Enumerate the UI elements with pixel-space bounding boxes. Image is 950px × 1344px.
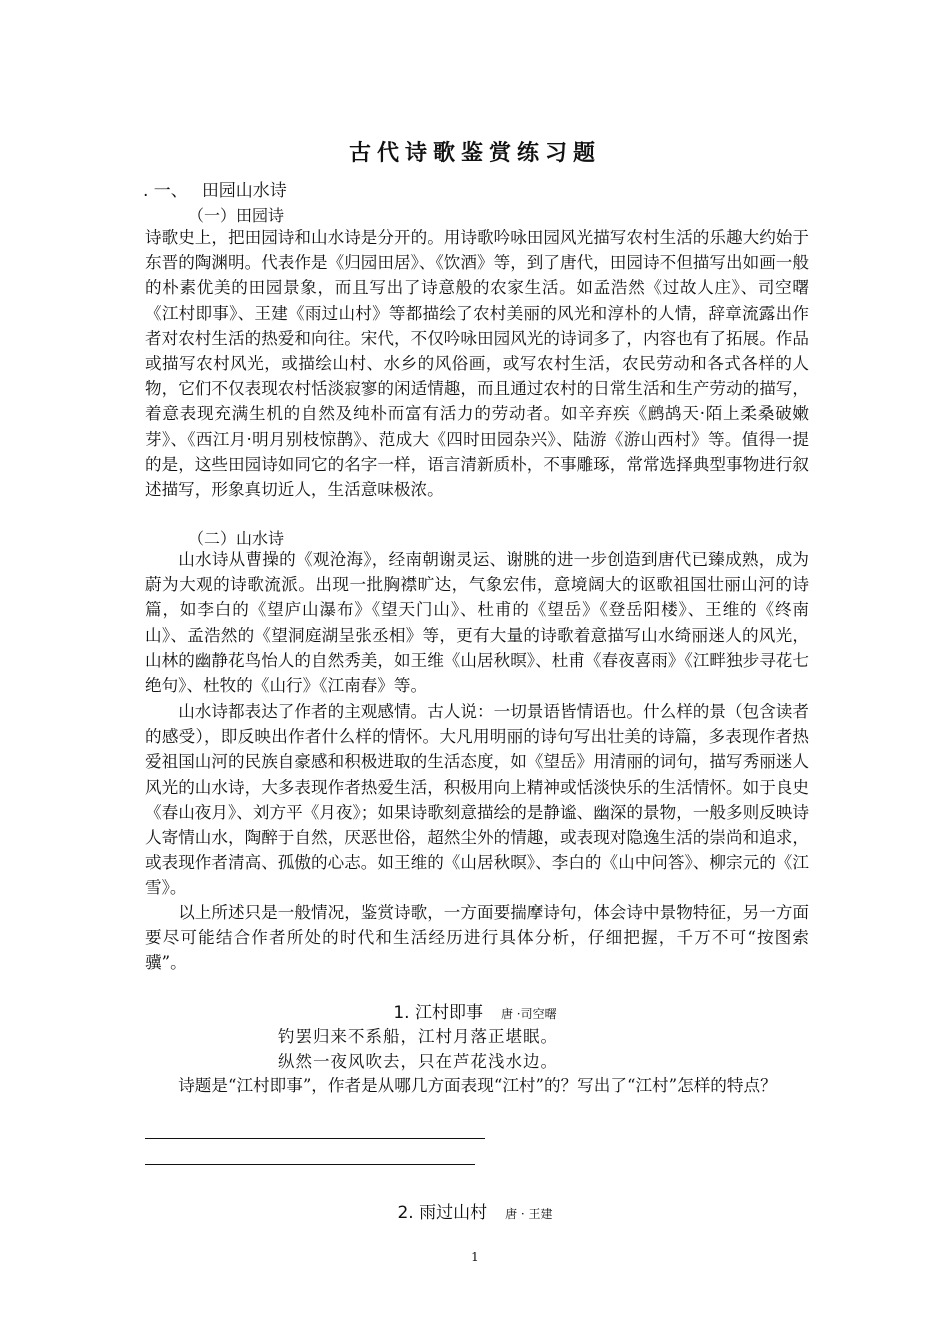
pastoral-paragraph: 诗歌史上，把田园诗和山水诗是分开的。用诗歌吟咏田园风光描写农村生活的乐趣大约始于东晋的陶渊明。代表作是《归园田居》、《饮酒》等，到了唐代，田园诗不但描写出如画一般的朴素优美的田园景象，而且写出了诗意般的农家生活。如孟浩然《过故人庄》、司空曙《江村即事》、王建《雨过山村》等都描绘了农村美丽的风光和淳朴的人情，辞章流露出作者对农村生活的热爱和向往。宋代，不仅吟咏田园风光的诗词多了，内容也有了拓展。作品或描写农村风光，或描绘山村、水乡的风俗画，或写农村生活，农民劳动和各式各样的人物，它们不仅表现农村恬淡寂寥的闲适情趣，而且通过农村的日常生活和生产劳动的描写，着意表现充满生机的自然及纯朴而富有活力的劳动者。如辛弃疾《鹧鸪天·陌上柔桑破嫩芽》、《西江月·明月别枝惊鹊》、范成大《四时田园杂兴》、陆游《游山西村》等。值得一提的是，这些田园诗如同它的名字一样，语言清新质朴，不事雕琢，常常选择典型事物进行叙述描写，形象真切近人，生活意味极浓。 [145, 228, 809, 500]
section-number: . 一、 [143, 181, 188, 201]
subsection-landscape-heading: （二）山水诗 [188, 529, 285, 548]
poem1-line-2: 纵然一夜风吹去，只在芦花浅水边。 [278, 1052, 558, 1071]
poem1-author: 唐 ·司空曙 [500, 1007, 557, 1021]
landscape-paragraph-2: 山水诗都表达了作者的主观感情。古人说：一切景语皆情语也。什么样的景（包含读者的感受），即反映出作者什么样的情怀。大凡用明丽的诗句写出壮美的诗篇，多表现作者热爱祖国山河的民族自豪感和积极进取的生活态度，如《望岳》用清丽的词句，描写秀丽迷人风光的山水诗，大多表现作者热爱生活，积极用向上精神或恬淡快乐的生活情怀。如于良史《春山夜月》、刘方平《月夜》；如果诗歌刻意描绘的是静谧、幽深的景物，一般多则反映诗人寄情山水，陶醉于自然，厌恶世俗，超然尘外的情趣，或表现对隐逸生活的崇尚和追求，或表现作者清高、孤傲的心志。如王维的《山居秋暝》、李白的《山中问答》、柳宗元的《江雪》。 [145, 702, 809, 898]
landscape-paragraph-3: 以上所述只是一般情况，鉴赏诗歌，一方面要揣摩诗句，体会诗中景物特征，另一方面要尽可能结合作者所处的时代和生活经历进行具体分析，仔细把握，千万不可“按图索骥”。 [145, 903, 809, 973]
poem1-heading [0, 998, 950, 1023]
page-title: 古代诗歌鉴赏练习题 [348, 140, 601, 166]
poem1-title: 1. 江村即事 [393, 1003, 483, 1023]
answer-line-2[interactable] [145, 1164, 475, 1165]
answer-line-1[interactable] [145, 1138, 485, 1139]
page-number: 1 [471, 1250, 479, 1264]
section-heading [143, 176, 287, 201]
poem1-question: 诗题是“江村即事”，作者是从哪几方面表现“江村”的？写出了“江村”怎样的特点？ [178, 1076, 777, 1095]
poem2-title: 2. 雨过山村 [397, 1203, 488, 1223]
landscape-paragraph-1: 山水诗从曹操的《观沧海》，经南朝谢灵运、谢朓的进一步创造到唐代已臻成熟，成为蔚为大观的诗歌流派。出现一批胸襟旷达，气象宏伟，意境阔大的讴歌祖国壮丽山河的诗篇，如李白的《望庐山瀑布》《望天门山》、杜甫的《望岳》《登岳阳楼》、王维的《终南山》、孟浩然的《望洞庭湖呈张丞相》等，更有大量的诗歌着意描写山水绮丽迷人的风光，山林的幽静花鸟怡人的自然秀美，如王维《山居秋暝》、杜甫《春夜喜雨》《江畔独步寻花七绝句》、杜牧的《山行》《江南春》等。 [145, 550, 809, 696]
subsection-pastoral-heading: （一）田园诗 [188, 206, 285, 225]
section-label: 田园山水诗 [201, 181, 287, 201]
poem1-line-1: 钓罢归来不系船，江村月落正堪眠。 [278, 1027, 558, 1046]
poem2-author: 唐 · 王建 [505, 1207, 553, 1221]
poem2-heading [0, 1198, 950, 1223]
